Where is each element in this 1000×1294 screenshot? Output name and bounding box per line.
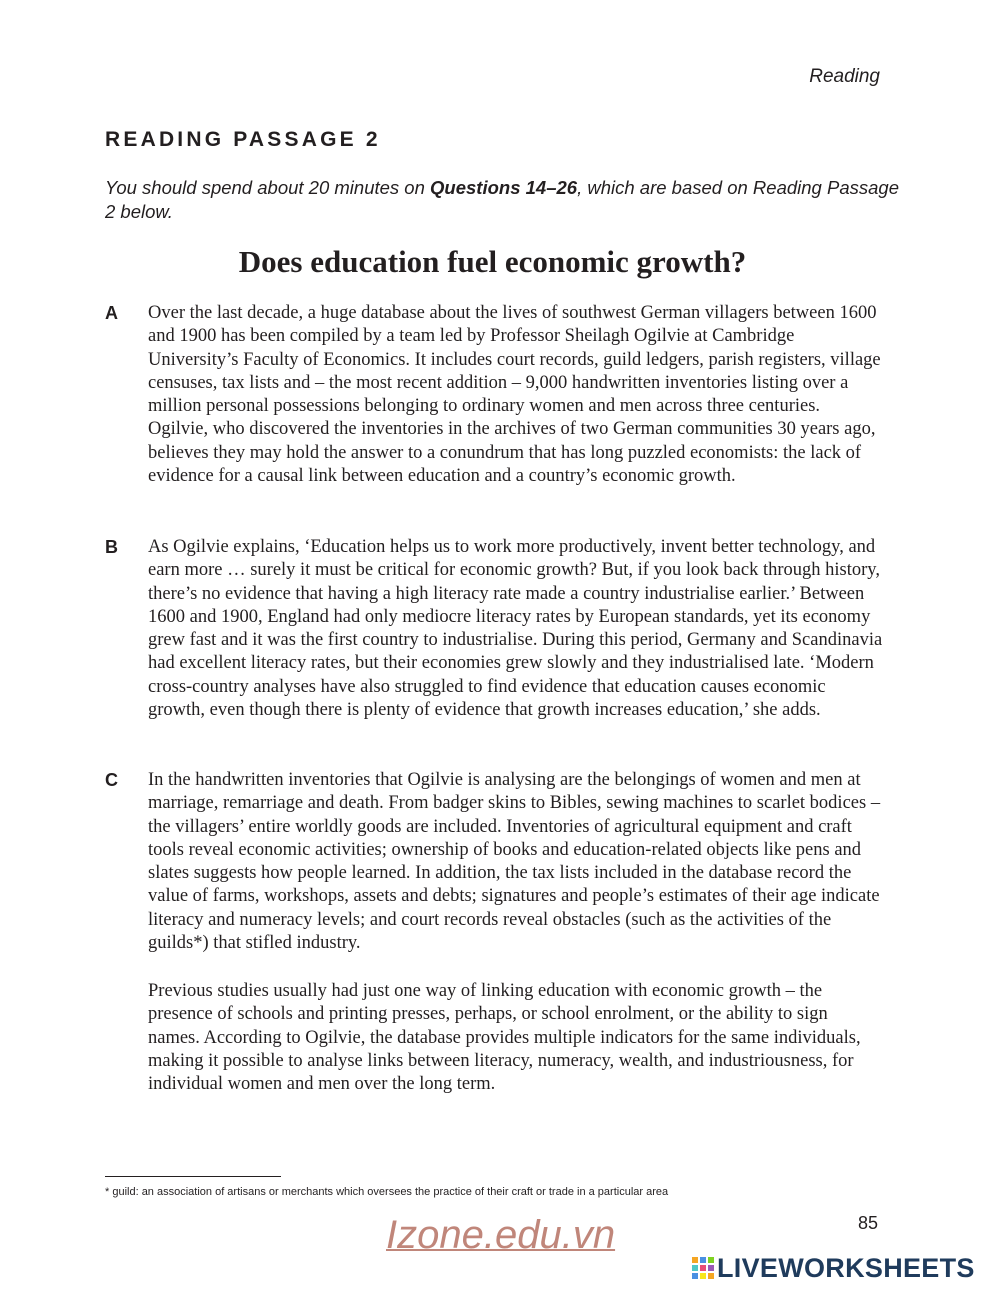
instructions	[105, 176, 905, 224]
running-head: Reading	[809, 66, 880, 87]
passage-title: Does education fuel economic growth?	[238, 244, 747, 279]
paragraph-c: In the handwritten inventories that Ogilvie is analysing are the belongings of women and men at marriage, remarriage and death. From badger skins to Bibles, sewing machines to scarlet bodices – the villagers’ entire worldly goods are included. Inventories of agricultural equipment and craft tools reveal economic activities; ownership of books and education-related objects like pens and slates suggests how people learned. In addition, the tax lists included in the database record the value of farms, workshops, assets and debts; signatures and people’s estimates of their age indicate literacy and numeracy levels; and court records reveal obstacles (such as the activities of the guilds*) that stifled industry.	[148, 770, 881, 954]
paragraph-letter-a: A	[105, 303, 118, 323]
liveworksheets-logo-text: LIVEWORKSHEETS	[717, 1252, 975, 1283]
paragraph-c-continued: Previous studies usually had just one way of linking education with economic growth – the presence of schools and printing presses, perhaps, or school enrolment, or the ability to sign names. According to Ogilvie, the database provides multiple indicators for the same individuals, making it possible to analyse links between literacy, numeracy, wealth, and industriousness, for individual women and men over the long term.	[148, 981, 861, 1095]
paragraph-letter-b: B	[105, 537, 118, 557]
instructions-text-before: You should spend about 20 minutes on	[105, 177, 431, 198]
footnote-rule	[105, 1176, 281, 1177]
liveworksheets-logo-icon	[692, 1257, 714, 1279]
watermark-link[interactable]: Izone.edu.vn	[386, 1213, 616, 1257]
paragraph-a: Over the last decade, a huge database about the lives of southwest German villagers between 1600 and 1900 has been compiled by a team led by Professor Sheilagh Ogilvie at Cambridge University’s Faculty of Economics. It includes court records, guild ledgers, parish registers, village censuses, tax lists and – the most recent addition – 9,000 handwritten inventories listing over a million personal possessions belonging to ordinary women and men across three centuries. Ogilvie, who discovered the inventories in the archives of two German communities 30 years ago, believes they may hold the answer to a conundrum that has long puzzled economists: the lack of evidence for a causal link between education and a country’s economic growth.	[148, 303, 881, 487]
paragraph-letter-c: C	[105, 770, 118, 790]
liveworksheets-logo[interactable]	[692, 1254, 975, 1282]
page-number: 85	[858, 1213, 879, 1233]
instructions-questions: Questions 14–26	[430, 177, 578, 198]
instructions-text-after: , which are based on Reading Passage 2 below.	[105, 177, 899, 222]
section-heading: READING PASSAGE 2	[105, 128, 381, 151]
paragraph-b: As Ogilvie explains, ‘Education helps us to work more productively, invent better technology, and earn more … surely it must be critical for economic growth? But, if you look back through history, there’s no evidence that having a high literacy rate made a country industrialise earlier.’ Between 1600 and 1900, England had only mediocre literacy rates by European standards, yet its economy grew fast and it was the first country to industrialise. During this period, Germany and Scandinavia had excellent literacy rates, but their economies grew slowly and they industrialised late. ‘Modern cross-country analyses have also struggled to find evidence that education causes economic growth, even though there is plenty of evidence that growth increases education,’ she adds.	[148, 537, 883, 721]
footnote: * guild: an association of artisans or merchants which oversees the practice of their craft or trade in a particular area	[105, 1186, 669, 1198]
